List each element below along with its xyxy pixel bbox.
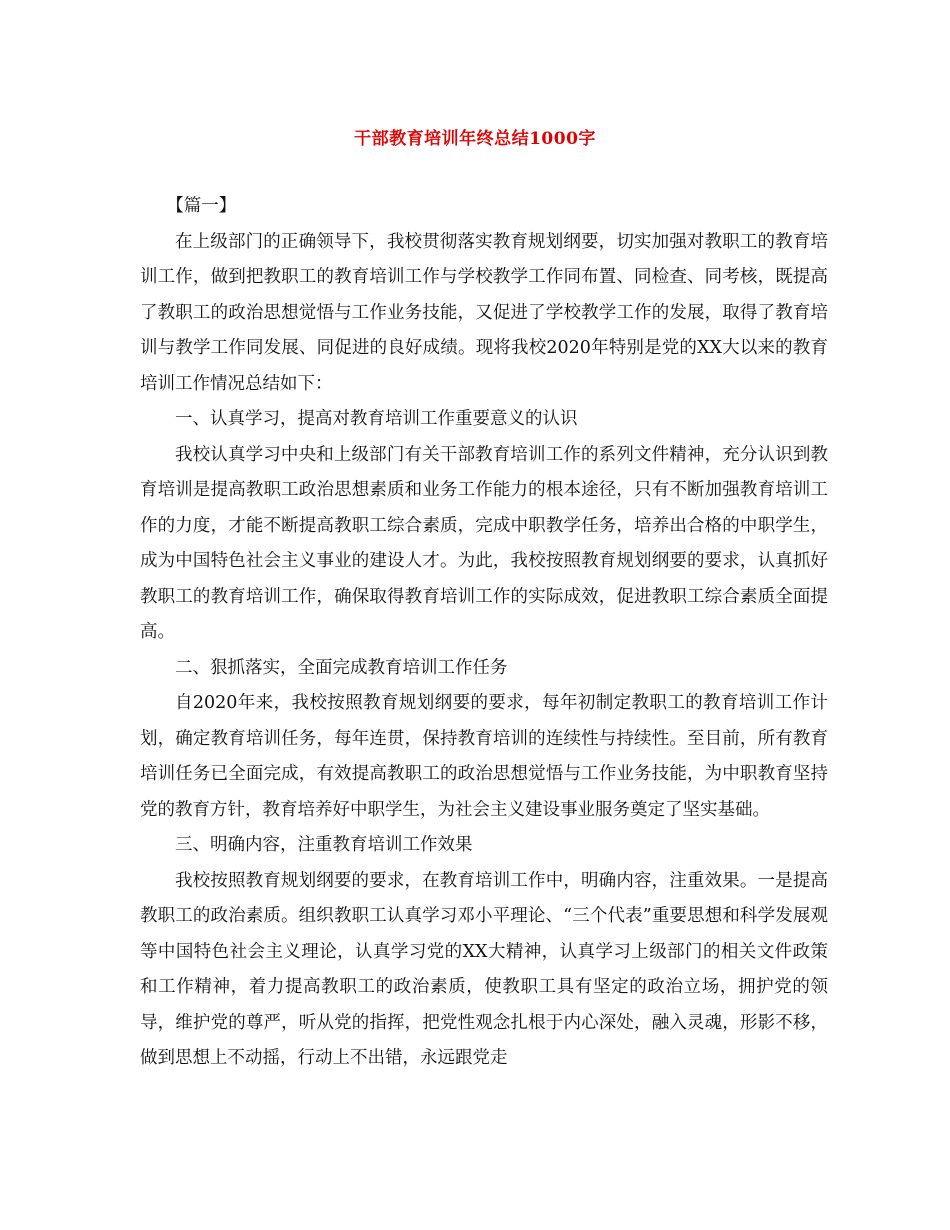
heading-three: 三、明确内容，注重教育培训工作效果 [175, 835, 473, 855]
paragraph-three: 我校按照教育规划纲要的要求，在教育培训工作中，明确内容，注重效果。一是提高教职工的政治素质。组织教职工认真学习邓小平理论、“三个代表”重要思想和科学发展观等中国特色社会主义理论，认真学习党的XX大精神，认真学习上级部门的相关文件政策和工作精神，着力提高教职工的政治素质，使教职工具有坚定的政治立场，拥护党的领导，维护党的尊严，听从党的指挥，把党性观念扎根于内心深处，融入灵魂，形影不移，做到思想上不动摇，行动上不出错，永远跟党走 [140, 870, 828, 1068]
document-body [140, 189, 828, 1077]
paragraph-intro: 在上级部门的正确领导下，我校贯彻落实教育规划纲要，切实加强对教职工的教育培训工作，做到把教职工的教育培训工作与学校教学工作同布置、同检查、同考核，既提高了教职工的政治思想觉悟与工作业务技能，又促进了学校教学工作的发展，取得了教育培训与教学工作同发展、同促进的良好成绩。现将我校2020年特别是党的XX大以来的教育培训工作情况总结如下： [140, 231, 828, 394]
heading-one: 一、认真学习，提高对教育培训工作重要意义的认识 [175, 409, 578, 429]
heading-two: 二、狠抓落实，全面完成教育培训工作任务 [175, 657, 508, 678]
section-label: 【篇一】 [166, 196, 237, 216]
paragraph-one: 我校认真学习中央和上级部门有关干部教育培训工作的系列文件精神，充分认识到教育培训是提高教职工政治思想素质和业务工作能力的根本途径，只有不断加强教育培训工作的力度，才能不断提高教职工综合素质，完成中职教学任务，培养出合格的中职学生，成为中国特色社会主义事业的建设人才。为此，我校按照教育规划纲要的要求，认真抓好教职工的教育培训工作，确保取得教育培训工作的实际成效，促进教职工综合素质全面提高。 [140, 444, 828, 642]
document-title: 干部教育培训年终总结1000字 [354, 129, 596, 149]
paragraph-two: 自2020年来，我校按照教育规划纲要的要求，每年初制定教职工的教育培训工作计划，确定教育培训任务，每年连贯，保持教育培训的连续性与持续性。至目前，所有教育培训任务已全面完成，有效提高教职工的政治思想觉悟与工作业务技能，为中职教育坚持党的教育方针，教育培养好中职学生，为社会主义建设事业服务奠定了坚实基础。 [140, 693, 828, 820]
